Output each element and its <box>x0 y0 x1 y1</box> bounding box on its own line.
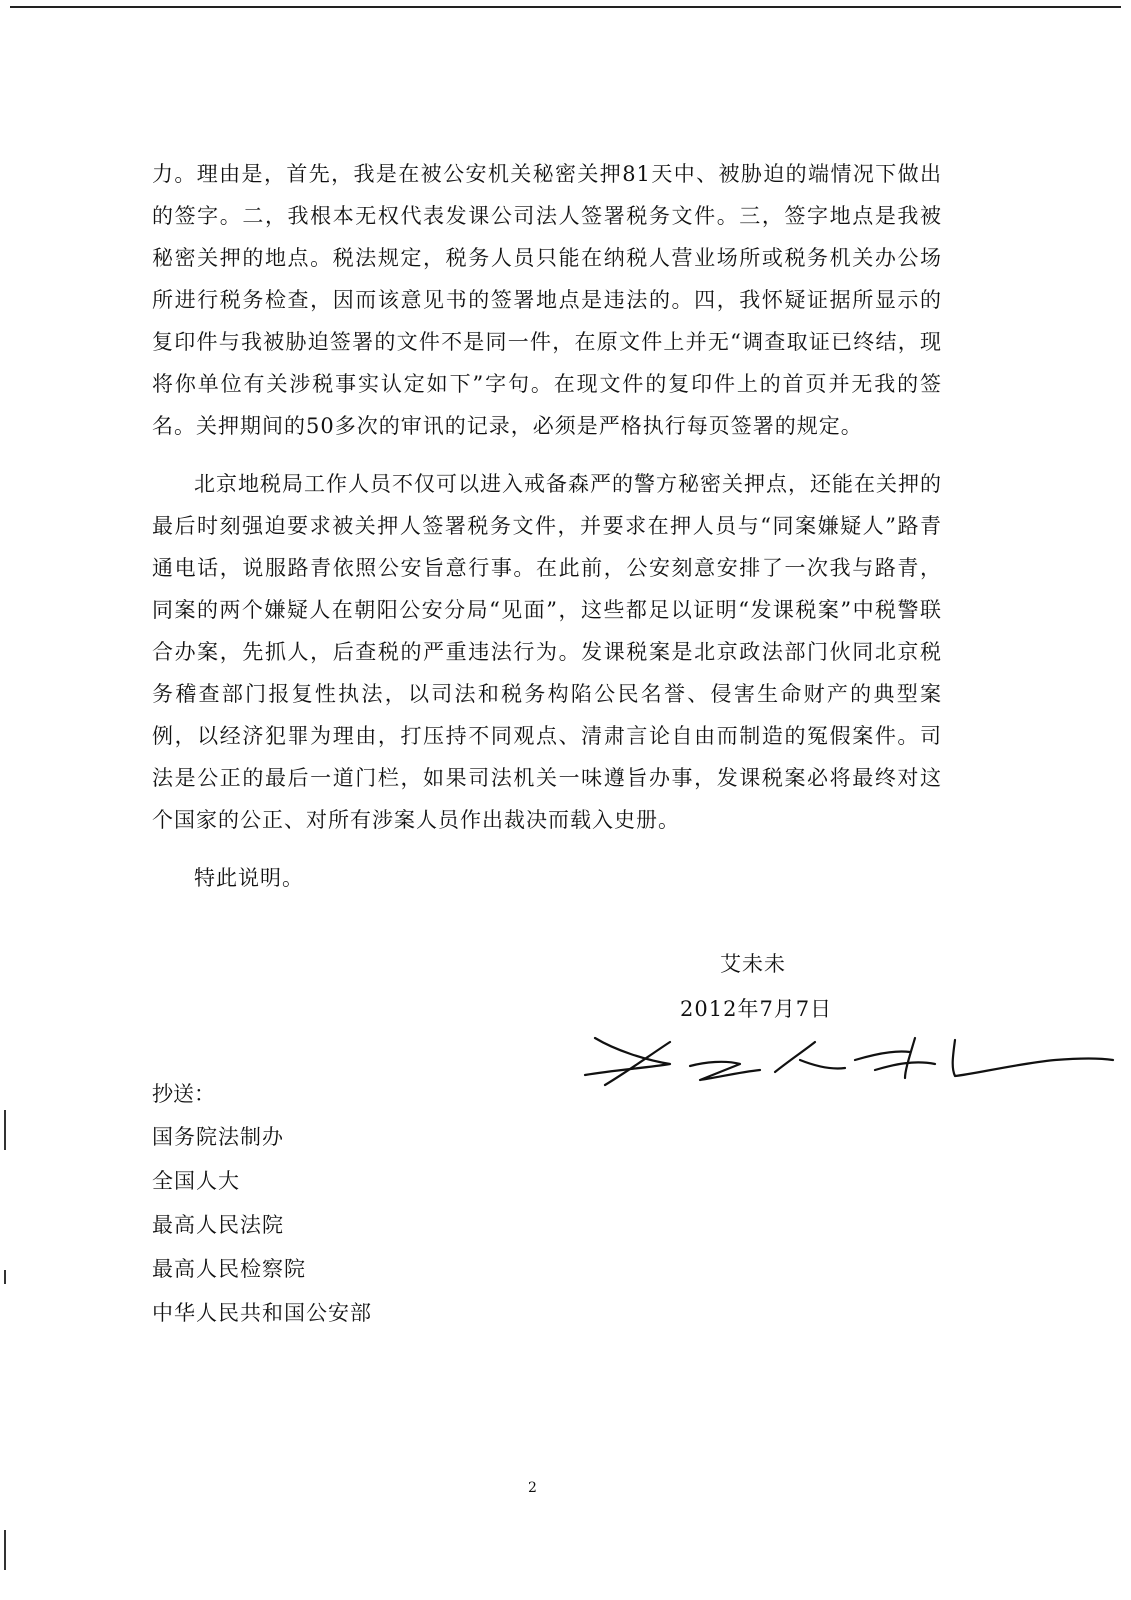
closing-remark: 特此说明。 <box>194 866 304 890</box>
cc-recipient: 国务院法制办 <box>152 1125 284 1149</box>
cc-recipient: 最高人民检察院 <box>152 1257 306 1281</box>
cc-recipient: 中华人民共和国公安部 <box>152 1301 372 1325</box>
letter-body <box>152 153 942 899</box>
cc-recipient: 全国人大 <box>152 1169 240 1193</box>
paragraph-main: 北京地税局工作人员不仅可以进入戒备森严的警方秘密关押点，还能在关押的最后时刻强迫要求被关押人签署税务文件，并要求在押人员与“同案嫌疑人”路青通电话，说服路青依照公安旨意行事。在此前，公安刻意安排了一次我与路青，同案的两个嫌疑人在朝阳公安分局“见面”，这些都足以证明“发课税案”中税警联合办案，先抓人，后查税的严重违法行为。发课税案是北京政法部门伙同北京税务稽查部门报复性执法，以司法和税务构陷公民名誉、侵害生命财产的典型案例，以经济犯罪为理由，打压持不同观点、清肃言论自由而制造的冤假案件。司法是公正的最后一道门栏，如果司法机关一味遵旨办事，发课税案必将最终对这个国家的公正、对所有涉案人员作出裁决而载入史册。 <box>152 472 942 832</box>
scan-border-left-mark <box>4 1530 6 1570</box>
cc-recipient: 最高人民法院 <box>152 1213 284 1237</box>
page-number: 2 <box>528 1480 537 1496</box>
scan-border-left-mark <box>4 1270 6 1284</box>
paragraph-continuation: 力。理由是，首先，我是在被公安机关秘密关押81天中、被胁迫的端情况下做出的签字。二，我根本无权代表发课公司法人签署税务文件。三，签字地点是我被秘密关押的地点。税法规定，税务人员只能在纳税人营业场所或税务机关办公场所进行税务检查，因而该意见书的签署地点是违法的。四，我怀疑证据所显示的复印件与我被胁迫签署的文件不是同一件，在原文件上并无“调查取证已终结，现将你单位有关涉税事实认定如下”字句。在现文件的复印件上的首页并无我的签名。关押期间的50多次的审讯的记录，必须是严格执行每页签署的规定。 <box>152 162 942 438</box>
author-name: 艾未未 <box>720 952 786 976</box>
cc-label: 抄送： <box>152 1082 215 1106</box>
handwritten-signature <box>575 1030 1115 1100</box>
cc-recipient-list <box>152 1122 372 1342</box>
scan-border-left-mark <box>4 1110 6 1150</box>
scan-border-top <box>10 6 1121 8</box>
letter-date: 2012年7月7日 <box>680 997 833 1021</box>
